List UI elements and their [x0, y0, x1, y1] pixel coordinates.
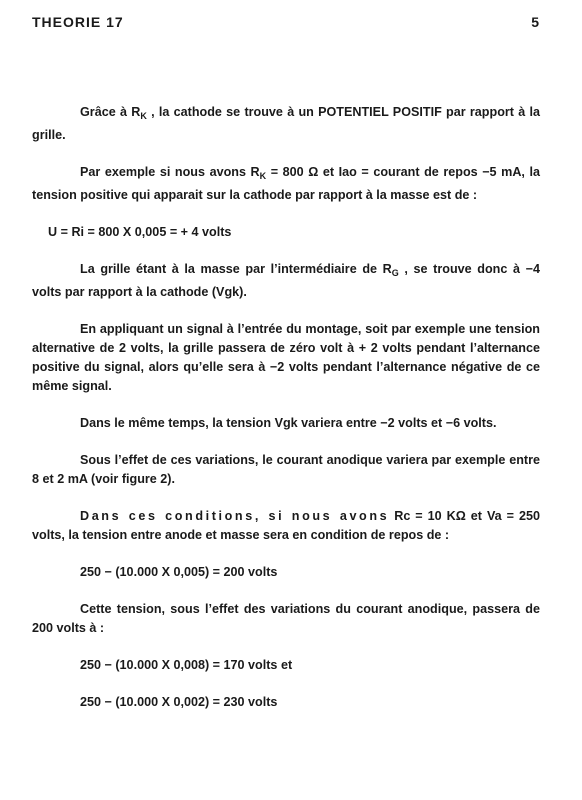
body-text — [32, 103, 540, 712]
paragraph-grid: La grille étant à la masse par l’intermédiaire de $R_G$ , se trouve donc à −4 volts par rapport à la cathode (Vgk). — [32, 262, 541, 299]
subscript-g: G — [391, 268, 399, 278]
page-header — [32, 14, 540, 34]
equation-cathode-voltage: U = Ri = 800 X 0,005 = + 4 volts — [48, 225, 232, 239]
paragraph-signal: En appliquant un signal à l’entrée du montage, soit par exemple une tension alternative de 2 volts, la grille passera de zéro volt à + 2 volts pendant l’alternance positive du signal, alors qu’elle sera à −2 volts pendant l’alternance négative de ce même signal. — [32, 322, 540, 393]
page-number: 5 — [531, 14, 540, 30]
equation-max-voltage: 250 − (10.000 X 0,002) = 230 volts — [80, 695, 278, 709]
paragraph-example: Par exemple si nous avons $R_K = 800$ Ω et Iao = courant de repos −5 mA, la tension positive qui apparait sur la cathode par rapport à la masse est de : — [32, 165, 540, 202]
running-title: THEORIE 17 — [32, 14, 124, 30]
equation-rest-voltage: 250 − (10.000 X 0,005) = 200 volts — [80, 565, 278, 579]
subscript-k: K — [140, 111, 147, 121]
equation-min-voltage: 250 − (10.000 X 0,008) = 170 volts et — [80, 658, 293, 672]
subscript-k: K — [259, 171, 267, 181]
paragraph-variation: Cette tension, sous l’effet des variations du courant anodique, passera de 200 volts à : — [32, 602, 540, 635]
paragraph-vgk: Dans le même temps, la tension Vgk variera entre −2 volts et −6 volts. — [80, 416, 497, 430]
paragraph-anode-current: Sous l’effet de ces variations, le courant anodique variera par exemple entre 8 et 2 mA (voir figure 2). — [32, 453, 540, 486]
paragraph-rk-potential: Grâce à $R_K$ , la cathode se trouve à un POTENTIEL POSITIF par rapport à la grille. — [32, 105, 541, 142]
paragraph-conditions: Dans ces conditions, si nous avons Rc = 10 KΩ et Va = 250 volts, la tension entre anode et masse sera en condition de repos de : — [32, 509, 540, 542]
